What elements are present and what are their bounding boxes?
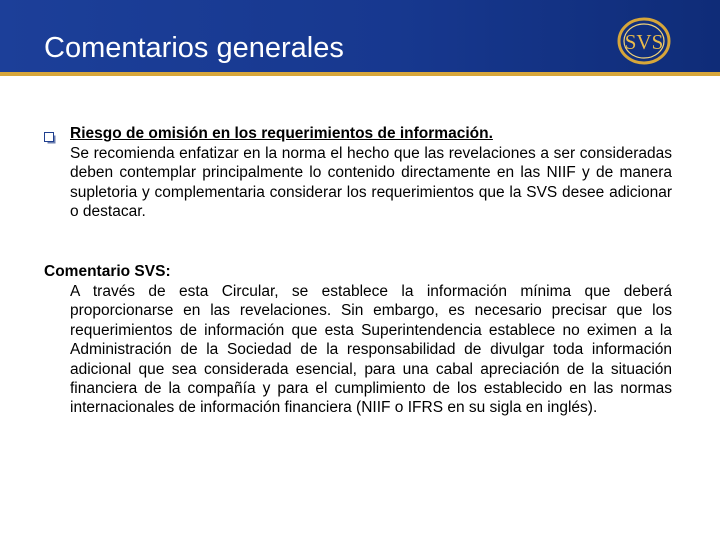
section2-body: A través de esta Circular, se establece la información mínima que deberá proporcionarse en las revelaciones. Sin embargo, es necesario precisar que los requerimientos de información que esta Superintendencia establece no eximen a la Administración de la Sociedad de la responsabilidad de divulgar toda información adicional que sea considerada esencial, para una cabal apreciación de la situación financiera de la compañía y para el cumplimiento de los establecido en las normas internacionales de información financiera (NIIF o IFRS en su sigla en inglés). (70, 283, 672, 417)
square-bullet-icon (44, 132, 54, 142)
svs-logo (616, 16, 672, 66)
section2-heading: Comentario SVS: (44, 263, 171, 280)
section1-body: Se recomienda enfatizar en la norma el hecho que las revelaciones a ser consideradas deben contemplar principalmente lo contenido directamente en las NIIF y de manera supletoria y complementaria considerar los requerimientos que la SVS desee adicionar o destacar. (70, 145, 672, 221)
header-bar (0, 0, 720, 72)
logo-text: SVS (624, 30, 664, 54)
header-divider (0, 72, 720, 76)
section1-heading: Riesgo de omisión en los requerimientos de información. (70, 125, 493, 142)
page-title: Comentarios generales (44, 32, 344, 64)
